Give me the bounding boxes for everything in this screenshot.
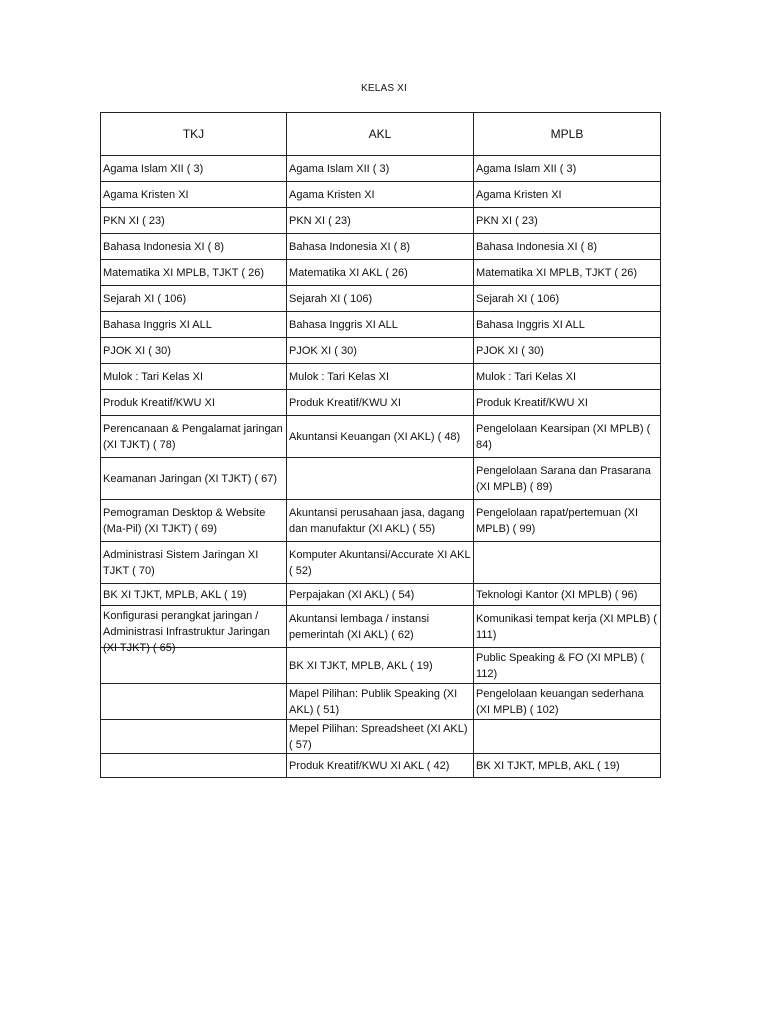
- table-row: [101, 286, 661, 312]
- table-cell: Bahasa Indonesia XI ( 8): [287, 234, 474, 260]
- table-header-row: [101, 113, 661, 156]
- table-row: [101, 364, 661, 390]
- table-cell: [474, 542, 661, 584]
- table-cell: BK XI TJKT, MPLB, AKL ( 19): [474, 754, 661, 778]
- table-cell: Keamanan Jaringan (XI TJKT) ( 67): [101, 458, 287, 500]
- table-cell: Produk Kreatif/KWU XI AKL ( 42): [287, 754, 474, 778]
- table-cell: Bahasa Inggris XI ALL: [101, 312, 287, 338]
- table-cell: Mapel Pilihan: Publik Speaking (XI AKL) ( 51): [287, 684, 474, 720]
- table-cell: Bahasa Inggris XI ALL: [474, 312, 661, 338]
- table-cell: Agama Kristen XI: [287, 182, 474, 208]
- table-cell: [101, 684, 287, 720]
- column-header-akl: AKL: [287, 113, 474, 156]
- table-row: [101, 182, 661, 208]
- table-cell: Pengelolaan Kearsipan (XI MPLB) ( 84): [474, 416, 661, 458]
- table-cell: Agama Kristen XI: [474, 182, 661, 208]
- table-cell: Perpajakan (XI AKL) ( 54): [287, 584, 474, 606]
- table-cell: Perencanaan & Pengalamat jaringan (XI TJKT) ( 78): [101, 416, 287, 458]
- table-cell-text: Konfigurasi perangkat jaringan / Administrasi Infrastruktur Jaringan (XI TJKT) ( 65): [103, 609, 270, 654]
- table-cell: Matematika XI AKL ( 26): [287, 260, 474, 286]
- table-cell: Bahasa Indonesia XI ( 8): [474, 234, 661, 260]
- table-cell: Pengelolaan rapat/pertemuan (XI MPLB) ( 99): [474, 500, 661, 542]
- table-row: [101, 648, 661, 684]
- table-cell: BK XI TJKT, MPLB, AKL ( 19): [287, 648, 474, 684]
- table-cell: Bahasa Indonesia XI ( 8): [101, 234, 287, 260]
- column-header-mplb: MPLB: [474, 113, 661, 156]
- table-row: [101, 234, 661, 260]
- table-cell: Matematika XI MPLB, TJKT ( 26): [474, 260, 661, 286]
- table-cell: Mulok : Tari Kelas XI: [287, 364, 474, 390]
- table-cell: PJOK XI ( 30): [101, 338, 287, 364]
- table-row: [101, 542, 661, 584]
- table-row: [101, 500, 661, 542]
- table-row: [101, 390, 661, 416]
- table-cell: Akuntansi Keuangan (XI AKL) ( 48): [287, 416, 474, 458]
- table-cell: Public Speaking & FO (XI MPLB) ( 112): [474, 648, 661, 684]
- table-cell: [101, 754, 287, 778]
- table-row: [101, 416, 661, 458]
- table-cell: Sejarah XI ( 106): [287, 286, 474, 312]
- table-cell: Sejarah XI ( 106): [101, 286, 287, 312]
- table-cell: Sejarah XI ( 106): [474, 286, 661, 312]
- column-header-tkj: TKJ: [101, 113, 287, 156]
- table-cell: [101, 606, 287, 654]
- table-cell: PKN XI ( 23): [287, 208, 474, 234]
- table-row: [101, 584, 661, 606]
- table-cell: Agama Islam XII ( 3): [474, 156, 661, 182]
- table-cell: PJOK XI ( 30): [287, 338, 474, 364]
- table-cell: Teknologi Kantor (XI MPLB) ( 96): [474, 584, 661, 606]
- table-cell: Mulok : Tari Kelas XI: [101, 364, 287, 390]
- table-cell: PKN XI ( 23): [101, 208, 287, 234]
- table-cell: [287, 458, 474, 500]
- table-cell: Agama Islam XII ( 3): [101, 156, 287, 182]
- table-cell: Agama Kristen XI: [101, 182, 287, 208]
- table-row: [101, 720, 661, 754]
- table-cell: Pengelolaan keuangan sederhana (XI MPLB) ( 102): [474, 684, 661, 720]
- table-cell: Matematika XI MPLB, TJKT ( 26): [101, 260, 287, 286]
- table-row: [101, 754, 661, 778]
- table-cell: Produk Kreatif/KWU XI: [101, 390, 287, 416]
- page-title: KELAS XI: [360, 83, 408, 94]
- table-cell: Produk Kreatif/KWU XI: [287, 390, 474, 416]
- table-cell: Produk Kreatif/KWU XI: [474, 390, 661, 416]
- table-cell: Administrasi Sistem Jaringan XI TJKT ( 70): [101, 542, 287, 584]
- table-cell: Pengelolaan Sarana dan Prasarana (XI MPLB) ( 89): [474, 458, 661, 500]
- table-row: [101, 208, 661, 234]
- table-row: [101, 338, 661, 364]
- table-cell: Akuntansi perusahaan jasa, dagang dan manufaktur (XI AKL) ( 55): [287, 500, 474, 542]
- table-cell: Agama Islam XII ( 3): [287, 156, 474, 182]
- table-cell: Mepel Pilihan: Spreadsheet (XI AKL) ( 57): [287, 720, 474, 754]
- table-row: [101, 312, 661, 338]
- table-row: [101, 606, 661, 648]
- table-row: [101, 156, 661, 182]
- table-cell: [474, 720, 661, 754]
- table-cell: PKN XI ( 23): [474, 208, 661, 234]
- table-cell: Pemograman Desktop & Website (Ma-Pil) (XI TJKT) ( 69): [101, 500, 287, 542]
- table-row: [101, 684, 661, 720]
- table-cell: PJOK XI ( 30): [474, 338, 661, 364]
- table-cell: Bahasa Inggris XI ALL: [287, 312, 474, 338]
- table-cell: Komputer Akuntansi/Accurate XI AKL ( 52): [287, 542, 474, 584]
- table-row: [101, 458, 661, 500]
- table-cell: Komunikasi tempat kerja (XI MPLB) ( 111): [474, 606, 661, 648]
- table-cell: [101, 720, 287, 754]
- table-cell: Mulok : Tari Kelas XI: [474, 364, 661, 390]
- subject-table: [100, 112, 661, 778]
- table-cell: BK XI TJKT, MPLB, AKL ( 19): [101, 584, 287, 606]
- table-row: [101, 260, 661, 286]
- table-cell: Akuntansi lembaga / instansi pemerintah (XI AKL) ( 62): [287, 606, 474, 648]
